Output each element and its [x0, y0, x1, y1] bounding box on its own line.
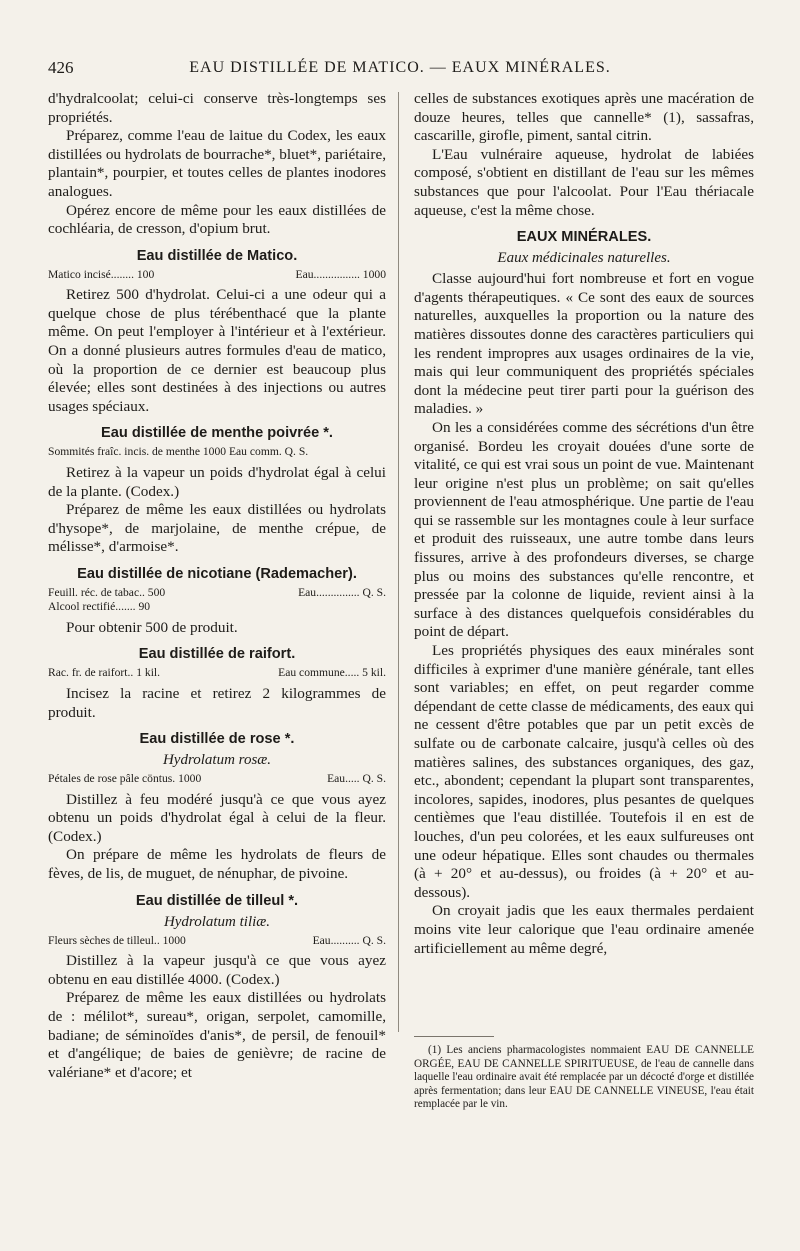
- recipe-ingredient: Eau................ 1000: [295, 267, 386, 281]
- recipe-ingredient: Eau..... Q. S.: [327, 772, 386, 786]
- paragraph: On croyait jadis que les eaux thermales perdaient moins vite leur calorique que l'eau ordinaire amenée artificiellement au même degré,: [414, 902, 754, 957]
- paragraph: Retirez à la vapeur un poids d'hydrolat égal à celui de la plante. (Codex.): [48, 463, 386, 500]
- recipe-ingredient: Eau.......... Q. S.: [312, 933, 386, 947]
- section-subtitle: Eaux médicinales naturelles.: [497, 250, 671, 267]
- recipe-ingredient: Sommités fraîc. incis. de menthe 1000 Eau comm. Q. S.: [48, 445, 309, 459]
- section-heading-nicotiane: Eau distillée de nicotiane (Rademacher).: [77, 565, 357, 582]
- recipe-line: [48, 934, 386, 949]
- paragraph: On prépare de même les hydrolats de fleurs de fèves, de lis, de muguet, de nénuphar, de pivoine.: [48, 846, 386, 883]
- recipe-line: [48, 666, 386, 681]
- section-heading-eaux-minerales: EAUX MINÉRALES.: [516, 229, 652, 246]
- recipe-line: [48, 586, 386, 601]
- recipe-ingredient: Eau commune..... 5 kil.: [278, 666, 386, 680]
- paragraph: Préparez, comme l'eau de laitue du Codex, les eaux distillées ou hydrolats de bourrache*, bluet*, pariétaire, plantain*, pourpier, et toutes celles de plantes inodores analogues.: [48, 127, 386, 200]
- recipe-line: [48, 600, 386, 615]
- left-column: [48, 90, 386, 1082]
- recipe-line: [48, 445, 386, 460]
- paragraph: Opérez encore de même pour les eaux distillées de cochléaria, de cresson, d'opium brut.: [48, 201, 386, 238]
- latin-subtitle: Hydrolatum rosæ.: [162, 752, 272, 769]
- paragraph: L'Eau vulnéraire aqueuse, hydrolat de labiées composé, s'obtient en distillant de l'eau sur les mêmes substances que pour l'alcoolat. Pour l'Eau thériacale aqueuse, c'est la même chose.: [414, 145, 754, 219]
- column-divider: [398, 92, 399, 1032]
- paragraph: On les a considérées comme des sécrétions d'un être organisé. Bordeu les croyait douées d'une sorte de vitalité, ce qui est vrai sous un point de vue. Maintenant leur origine n'est plus un problème; on sait qu'elles proviennent de l'eau atmosphérique. Une partie de l'eau qui se rassemble sur les montagnes coule à leur surface et produit des ruisseaux, une autre tombe dans leurs fissures, arrive à des profondeurs diverses, se charge plus ou moins des substances qu'elle rencontre, et pressée par la colonne de liquide, revient ainsi à la surface à des distances quelquefois considérables du point de départ.: [414, 418, 754, 641]
- paragraph: Préparez de même les eaux distillées ou hydrolats de : mélilot*, sureau*, origan, serpolet, camomille, badiane; de séminoïdes d'anis*, de persil, de fenouil* et d'angélique; de baies de genièvre; de racine de valériane* et d'acore; et: [48, 989, 386, 1081]
- paragraph: Pour obtenir 500 de produit.: [66, 618, 238, 636]
- recipe-ingredient: Feuill. réc. de tabac.. 500: [48, 585, 166, 599]
- recipe-ingredient: Eau............... Q. S.: [298, 585, 386, 599]
- section-heading-raifort: Eau distillée de raifort.: [138, 646, 296, 663]
- recipe-ingredient: Rac. fr. de raifort.. 1 kil.: [48, 666, 161, 680]
- latin-subtitle: Hydrolatum tiliæ.: [163, 913, 271, 930]
- section-heading-matico: Eau distillée de Matico.: [136, 247, 298, 264]
- recipe-ingredient: Fleurs sèches de tilleul.. 1000: [48, 933, 186, 947]
- running-title: EAU DISTILLÉE DE MATICO. — EAUX MINÉRALES.: [189, 59, 611, 76]
- paragraph: celles de substances exotiques après une macération de douze heures, telles que cannelle* (1), sassafras, cascarille, girofle, piment, santal citrin.: [414, 90, 754, 145]
- recipe-ingredient: Matico incisé........ 100: [48, 267, 155, 281]
- paragraph: Les propriétés physiques des eaux minérales sont difficiles à exprimer d'une manière générale, tant elles sont variables; en effet, on peut regarder comme dépendant de cette classe de médicaments, des eaux qui ne cessent d'être potables que par un petit excès de sulfate ou de carbonate calcaire, jusqu'à celles où des matières salines, des substances organiques, des gaz, etc., abondent; cependant la plupart sont transparentes, incolores, sapides, inodores, plus pesantes de quelques centièmes que l'eau distillée. Toutefois il en est de louches, d'un peu colorées, et les eaux sulfureuses ont une odeur hépatique. Elles sont chaudes ou thermales (à + 20° et au-dessus), ou froides (à + 20° et au-dessous).: [414, 642, 754, 901]
- paragraph: Préparez de même les eaux distillées ou hydrolats d'hysope*, de marjolaine, de menthe crépue, de mélisse*, d'armoise*.: [48, 501, 386, 556]
- paragraph: d'hydralcoolat; celui-ci conserve très-longtemps ses propriétés.: [48, 90, 386, 126]
- footnote-rule: [414, 1036, 494, 1037]
- page-number: 426: [48, 58, 74, 77]
- section-heading-tilleul: Eau distillée de tilleul *.: [135, 892, 299, 909]
- page-header: [48, 58, 752, 84]
- section-heading-rose: Eau distillée de rose *.: [139, 731, 295, 748]
- paragraph: Classe aujourd'hui fort nombreuse et fort en vogue d'agents thérapeutiques. « Ce sont des eaux de sources naturelles, auxquelles la proportion ou la nature des matières dissoutes donne des caractères particuliers qui les rendent impropres aux usages ordinaires de la vie, mais qui leur communiquent des propriétés spéciales dont la médecine peut tirer parti pour la guérison des maladies. »: [414, 270, 754, 418]
- paragraph: Distillez à la vapeur jusqu'à ce que vous ayez obtenu en eau distillée 4000. (Codex.): [48, 952, 386, 988]
- footnote: (1) Les anciens pharmacologistes nommaient EAU DE CANNELLE ORGÉE, EAU DE CANNELLE SPIRITUEUSE, de l'eau de cannelle dans laquelle l'eau ordinaire avait été remplacée par un décocté d'orge et distillée après fermentation; dans leur EAU DE CANNELLE VINEUSE, l'eau était remplacée par le vin.: [414, 1044, 754, 1111]
- section-heading-menthe: Eau distillée de menthe poivrée *.: [101, 425, 333, 442]
- right-column: [414, 90, 754, 958]
- paragraph: Retirez 500 d'hydrolat. Celui-ci a une odeur qui a quelque chose de plus térébenthacé que la plante même. On peut l'employer à l'intérieur et à l'extérieur. On a donné plusieurs autres formules d'eau de matico, où la proportion de ce dernier est beaucoup plus élevée; elles sont destinées à des injections ou autres usages spéciaux.: [48, 286, 386, 415]
- recipe-line: [48, 268, 386, 283]
- recipe-ingredient: Alcool rectifié....... 90: [48, 600, 151, 614]
- recipe-line: [48, 772, 386, 787]
- recipe-ingredient: Pétales de rose pâle cöntus. 1000: [48, 772, 202, 786]
- paragraph: Incisez la racine et retirez 2 kilogrammes de produit.: [48, 684, 386, 721]
- paragraph: Distillez à feu modéré jusqu'à ce que vous ayez obtenu un poids d'hydrolat égal à celui de la fleur. (Codex.): [48, 790, 386, 845]
